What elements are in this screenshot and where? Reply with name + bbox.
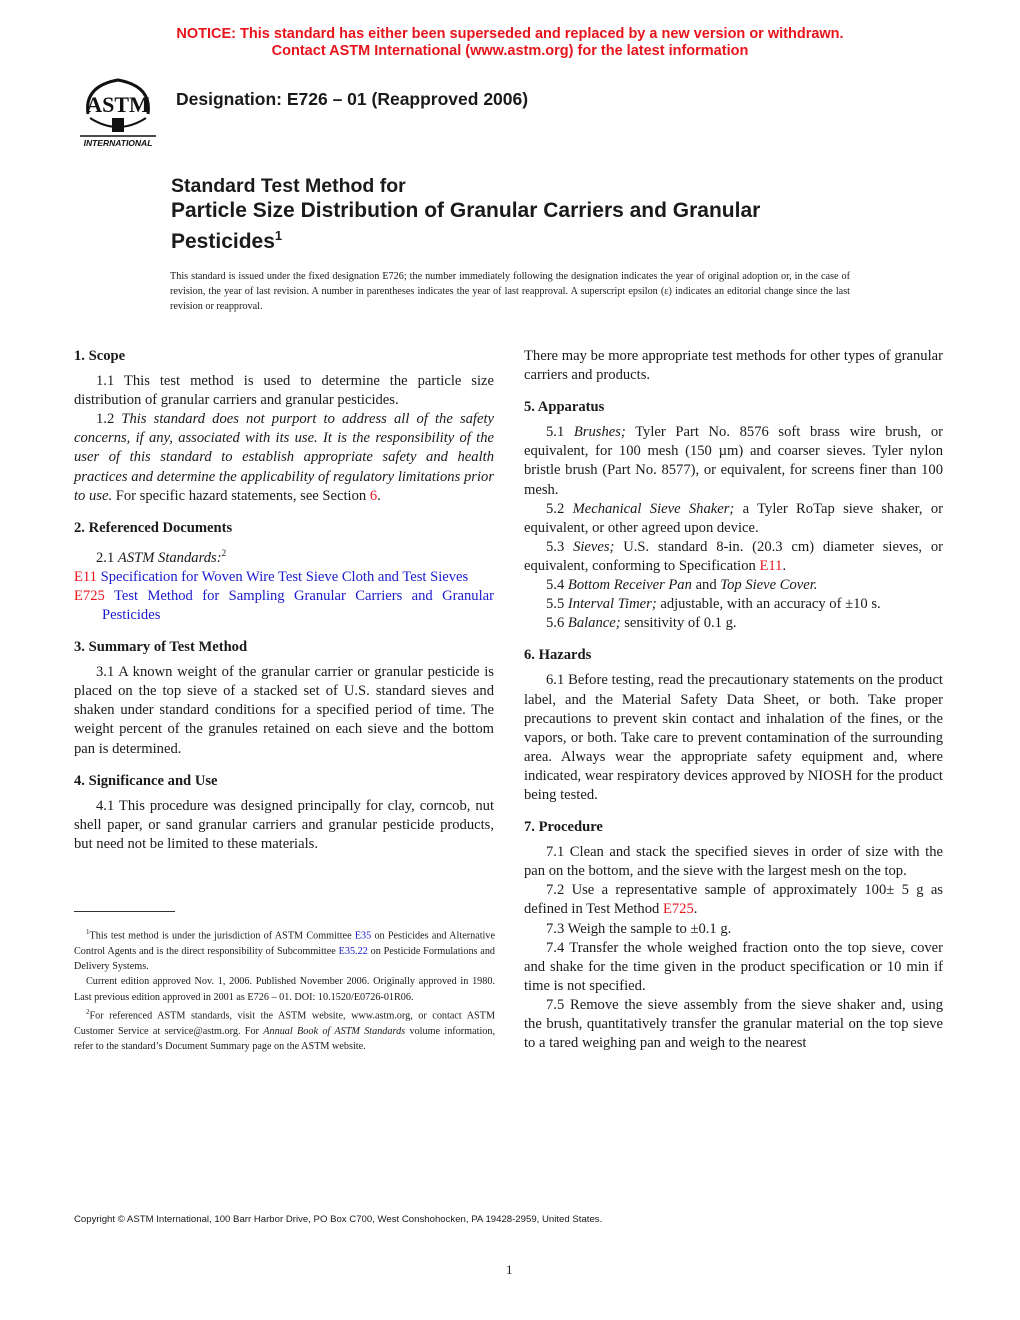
reference-e725[interactable]: E725 Test Method for Sampling Granular Carriers and Granular Pesticides [74,587,494,623]
left-column [74,347,494,854]
paragraph-4-1: 4.1 This procedure was designed principally for clay, corncob, nut shell paper, or sand granular carriers and granular pesticide products, but need not be limited to these materials. [74,797,494,852]
astm-logo-icon [76,74,160,150]
issuance-statement: This standard is issued under the fixed designation E726; the number immediately following the designation indicates the year of original adoption or, in the case of revision, the year of last revision. A number in parentheses indicates the year of last reapproval. A superscript epsilon (ε) indicates an editorial change since the last revision or reapproval. [170,271,850,312]
title-line-2: Particle Size Distribution of Granular Carriers and Granular Pesticides$^1$ [171,199,761,253]
link-e725[interactable]: E725 [662,901,694,918]
notice-line-1: NOTICE: This standard has either been superseded and replaced by a new version or withdrawn. [176,26,844,42]
right-column [524,347,943,1053]
apparatus-5-6: 5.6 Balance; sensitivity of 0.1 g. [546,615,737,632]
paragraph-7-5: 7.5 Remove the sieve assembly from the sieve shaker and, using the brush, quantitatively transfer the granular material on the top sieve to a tared weighing pan and weigh to the nearest [524,996,943,1052]
document-title [171,174,871,254]
footnotes [74,925,495,1054]
link-e35-22[interactable]: E35.22 [338,945,368,957]
footnote-2: $^2$For referenced ASTM standards, visit the ASTM website, www.astm.org, or contact ASTM Customer Service at service@astm.org. For Annual Book of ASTM Standards volume information, refer to the standard’s Document Summary page on the ASTM website. [74,1007,496,1052]
apparatus-5-1: 5.1 Brushes; Tyler Part No. 8576 soft brass wire brush, or equivalent, for 100 mesh (150 µm) and coarser sieves. Tyler nylon bristle brush (Part No. 8577), or equivalent, for screens finer than 100 mesh. [524,424,943,498]
reference-e11[interactable]: E11 Specification for Woven Wire Test Sieve Cloth and Test Sieves [74,568,469,585]
section-heading-apparatus: 5. Apparatus [524,399,605,416]
paragraph-3-1: 3.1 A known weight of the granular carrier or granular pesticide is placed on the top sieve of a stacked set of U.S. standard sieves and shaken under standard conditions for a specified period of time. The weight percent of the granules retained on each sieve and the bottom pan is determined. [74,664,494,757]
svg-text:ASTM: ASTM [86,92,150,117]
title-footnote-mark: 1 [274,228,283,243]
footnote-divider [74,911,175,912]
apparatus-5-2: 5.2 Mechanical Sieve Shaker; a Tyler RoTap sieve shaker, or equivalent, or other agreed upon device. [524,500,943,536]
paragraph-7-2: 7.2 Use a representative sample of approximately 100± 5 g as defined in Test Method E725. [524,882,943,918]
footnote-1: $^1$This test method is under the jurisdiction of ASTM Committee E35 on Pesticides and Alternative Control Agents and is the direct responsibility of Subcommittee E35.22 on Pesticide Formulations and Delivery Systems. [74,928,496,972]
title-line-1: Standard Test Method for [171,175,406,197]
paragraph-4-1-continued: There may be more appropriate test methods for other types of granular carriers and products. [524,348,943,384]
page-number: 1 [506,1262,513,1277]
paragraph-7-3: 7.3 Weigh the sample to ±0.1 g. [546,920,732,937]
apparatus-5-4: 5.4 Bottom Receiver Pan and Top Sieve Cover. [546,577,818,594]
paragraph-7-4: 7.4 Transfer the whole weighed fraction onto the top sieve, cover and shake for the time given in the product specification or 10 min if time is not specified. [524,939,943,994]
section-heading-significance: 4. Significance and Use [74,772,218,789]
section-heading-scope: 1. Scope [74,348,126,364]
notice-line-2: Contact ASTM International (www.astm.org) for the latest information [271,43,749,59]
section-heading-procedure: 7. Procedure [524,819,603,836]
paragraph-1-2: 1.2 This standard does not purport to address all of the safety concerns, if any, associated with its use. It is the responsibility of the user of this standard to establish appropriate safety and health practices and determine the applicability of regulatory limitations prior to use. For specific hazard statements, see Section 6. [74,411,494,504]
link-e11[interactable]: E11 [759,557,783,574]
paragraph-2-1: 2.1 ASTM Standards:$^2$ [96,547,227,566]
apparatus-5-3: 5.3 Sieves; U.S. standard 8-in. (20.3 cm) diameter sieves, or equivalent, conforming to Specification E11. [524,538,943,574]
logo-text: INTERNATIONAL [83,138,153,148]
paragraph-1-1: 1.1 This test method is used to determine the particle size distribution of granular carriers and granular pesticides. [74,373,494,409]
footnote-1-edition: Current edition approved Nov. 1, 2006. Published November 2006. Originally approved in 1980. Last previous edition approved in 2001 as E726 – 01. DOI: 10.1520/E0726-01R06. [74,976,495,1003]
paragraph-6-1: 6.1 Before testing, read the precautionary statements on the product label, and the Material Safety Data Sheet, or both. Take proper precautions to prevent skin contact and inhalation of the fines, or the vapors, or both. Take care to prevent contamination of the surrounding area. Always wear the appropriate safety equipment and, where indicated, wear respiratory devices approved by NIOSH for the product being tested. [524,672,943,803]
notice-banner [0,26,1020,60]
section-heading-summary: 3. Summary of Test Method [74,639,248,656]
apparatus-5-5: 5.5 Interval Timer; adjustable, with an accuracy of ±10 s. [546,596,881,613]
section-heading-referenced: 2. Referenced Documents [74,519,233,536]
link-e35[interactable]: E35 [354,930,372,942]
link-section-6[interactable]: 6 [369,487,378,504]
paragraph-7-1: 7.1 Clean and stack the specified sieves in order of size with the pan on the bottom, and the sieve with the largest mesh on the top. [524,844,943,880]
section-heading-hazards: 6. Hazards [524,647,592,664]
copyright: Copyright © ASTM International, 100 Barr Harbor Drive, PO Box C700, West Conshohocken, PA 19428-2959, United States. [74,1214,603,1225]
designation: Designation: E726 – 01 (Reapproved 2006) [176,89,529,109]
